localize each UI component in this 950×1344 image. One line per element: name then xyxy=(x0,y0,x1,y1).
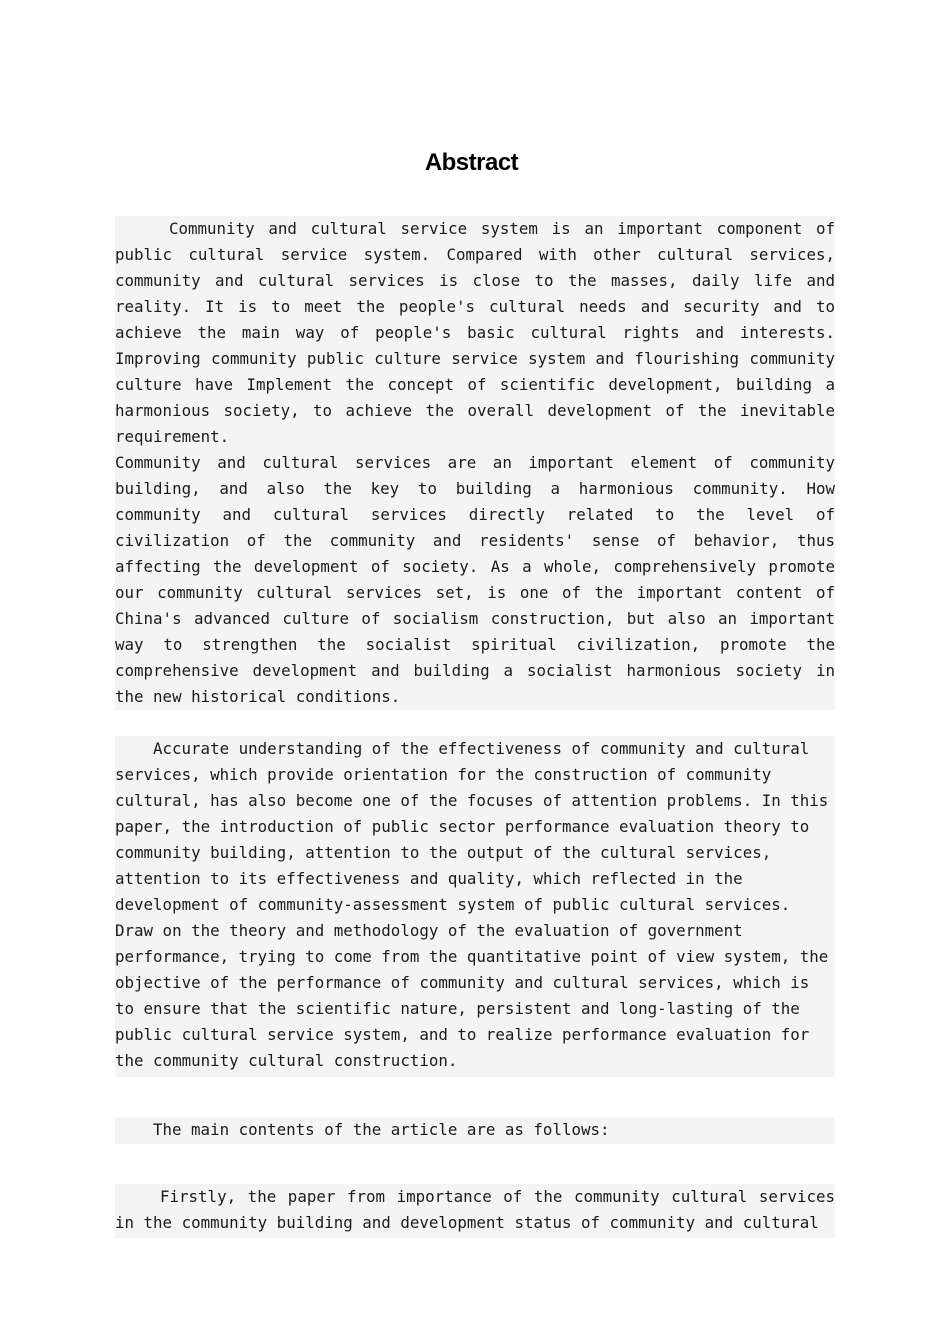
paragraph-4: The main contents of the article are as follows: xyxy=(153,1120,610,1139)
abstract-block-2 xyxy=(115,736,835,1077)
paragraph-1: Community and cultural service system is an important component of public cultural service system. Compared with other cultural services, community and cultural services is close to the masses, daily life and reality. It is to meet the people's cultural needs and security and to achieve the main way of people's basic cultural rights and interests. Improving community public culture service system and flourishing community culture have Implement the concept of scientific development, building a harmonious society, to achieve the overall development of the inevitable requirement. xyxy=(115,219,845,446)
paragraph-5: Firstly, the paper from importance of the community cultural services in the community building and development status of community and cultural xyxy=(115,1187,845,1232)
abstract-block-3 xyxy=(115,1117,835,1144)
paragraph-2: Community and cultural services are an important element of community building, and also the key to building a harmonious community. How community and cultural services directly related to the level of civilization of the community and residents' sense of behavior, thus affecting the development of society. As a whole, comprehensively promote our community cultural services set, is one of the important content of China's advanced culture of socialism construction, but also an important way to strengthen the socialist spiritual civilization, promote the comprehensive development and building a socialist harmonious society in the new historical conditions. xyxy=(115,453,845,706)
abstract-block-4 xyxy=(115,1184,845,1238)
paragraph-3: Accurate understanding of the effectiveness of community and cultural services, which provide orientation for the construction of community cultural, has also become one of the focuses of attention problems. In this paper, the introduction of public sector performance evaluation theory to community building, attention to the output of the cultural services, attention to its effectiveness and quality, which reflected in the development of community-assessment system of public cultural services. Draw on the theory and methodology of the evaluation of government performance, trying to come from the quantitative point of view system, the objective of the performance of community and cultural services, which is to ensure that the scientific nature, persistent and long-lasting of the public cultural service system, and to realize performance evaluation for the community cultural construction. xyxy=(115,739,829,1070)
page-title: Abstract xyxy=(424,149,519,176)
abstract-block-1 xyxy=(115,216,845,710)
